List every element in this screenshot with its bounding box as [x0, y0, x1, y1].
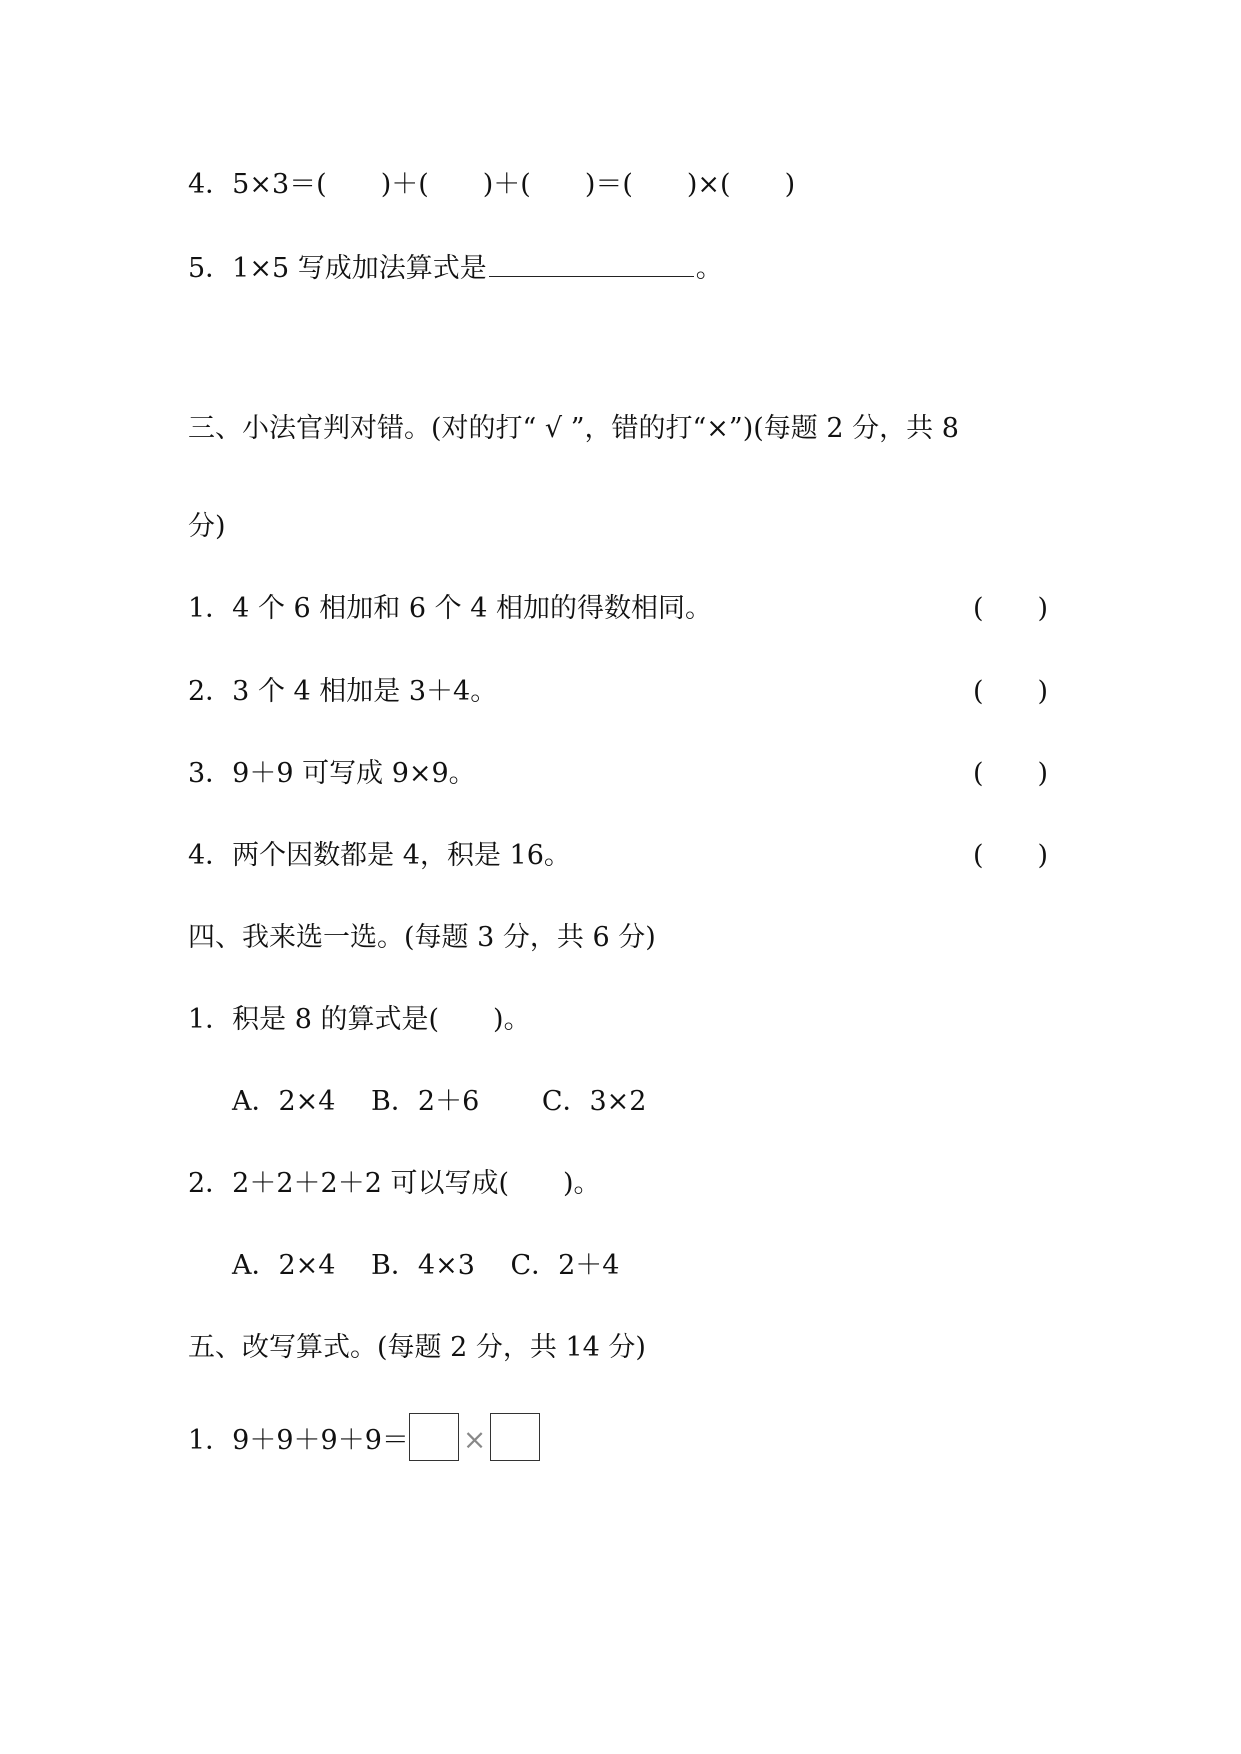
answer-blank[interactable]: [489, 250, 694, 277]
judge-item-2: 2．3 个 4 相加是 3＋4。: [188, 676, 498, 707]
choice-question-2: 2．2＋2＋2＋2 可以写成( )。: [188, 1168, 601, 1199]
section-3-title: 三、小法官判对错。(对的打“ √ ”，错的打“×”)(每题 2 分，共 8: [188, 413, 959, 444]
times-sign: ×: [462, 1423, 487, 1456]
answer-box-1[interactable]: [409, 1413, 459, 1461]
judge-item-3: 3．9＋9 可写成 9×9。: [188, 758, 476, 789]
answer-paren-2[interactable]: ( ): [973, 676, 1049, 707]
judge-item-4: 4．两个因数都是 4，积是 16。: [188, 840, 571, 871]
question-2-5-suffix: 。: [695, 253, 723, 284]
question-2-4: 4．5×3＝( )＋( )＋( )＝( )×( ): [188, 169, 796, 200]
choice-options-2[interactable]: A．2×4 B．4×3 C．2＋4: [232, 1250, 620, 1281]
question-2-5-text: 5．1×5 写成加法算式是: [188, 253, 487, 284]
choice-question-1: 1．积是 8 的算式是( )。: [188, 1004, 531, 1035]
section-5-title: 五、改写算式。(每题 2 分，共 14 分): [188, 1332, 646, 1363]
section-4-title: 四、我来选一选。(每题 3 分，共 6 分): [188, 922, 656, 953]
answer-paren-3[interactable]: ( ): [973, 758, 1049, 789]
choice-options-1[interactable]: A．2×4 B．2＋6 C．3×2: [232, 1086, 647, 1117]
rewrite-question-1-text: 1．9＋9＋9＋9＝: [188, 1425, 409, 1456]
answer-box-2[interactable]: [490, 1413, 540, 1461]
rewrite-question-1: [188, 1413, 540, 1461]
question-2-5: [188, 250, 723, 286]
judge-item-1: 1．4 个 6 相加和 6 个 4 相加的得数相同。: [188, 593, 712, 624]
answer-paren-4[interactable]: ( ): [973, 840, 1049, 871]
answer-paren-1[interactable]: ( ): [973, 593, 1049, 624]
section-3-title-cont: 分): [188, 511, 226, 542]
